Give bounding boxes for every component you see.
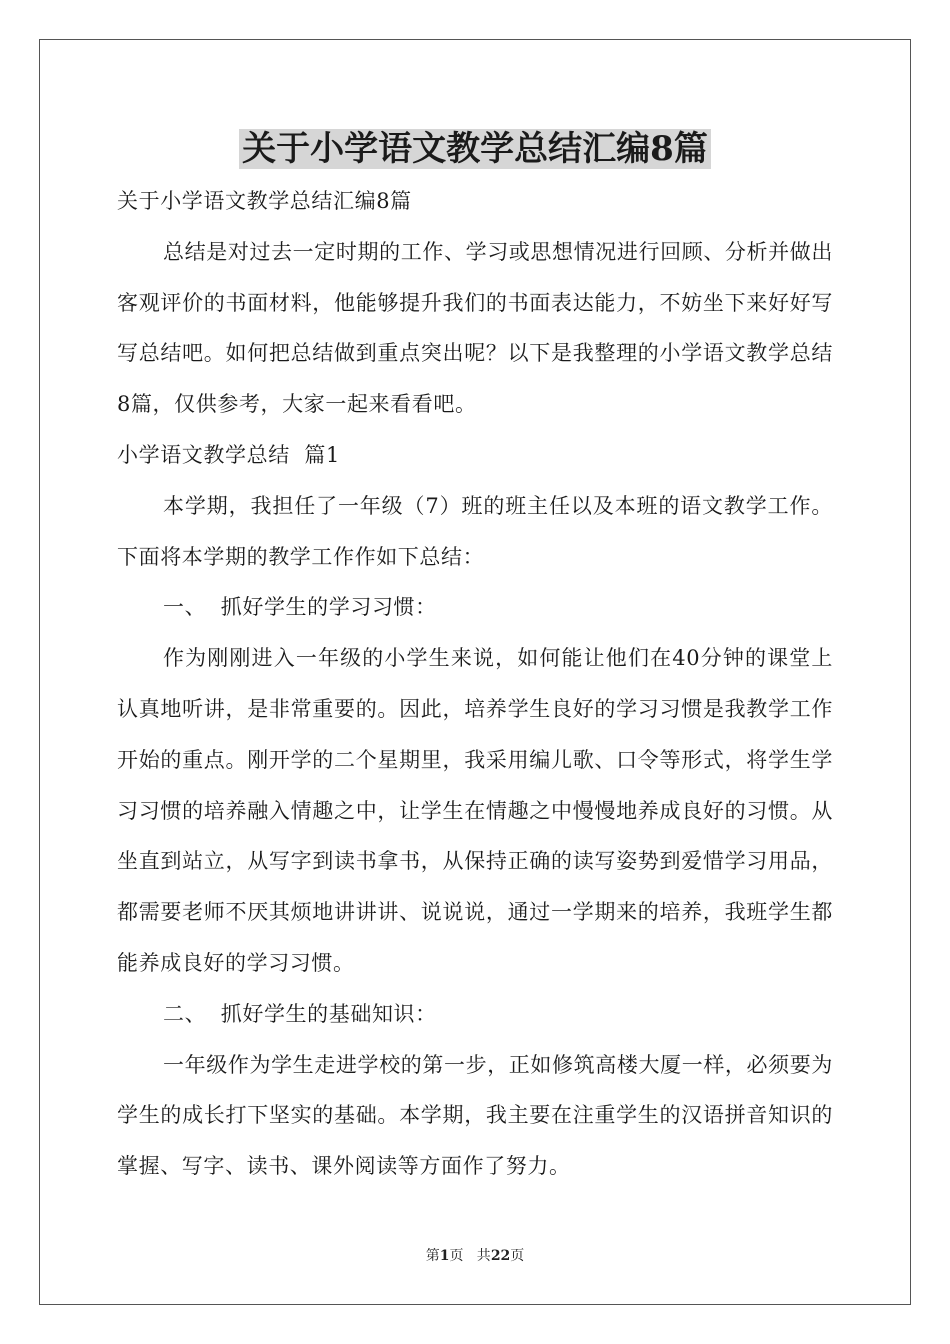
- paragraph-2: 作为刚刚进入一年级的小学生来说，如何能让他们在40分钟的课堂上认真地听讲，是非常重要的。因此，培养学生良好的学习习惯是我教学工作开始的重点。刚开学的二个星期里，我采用编儿歌、口令等形式，将学生学习习惯的培养融入情趣之中，让学生在情趣之中慢慢地养成良好的习惯。从坐直到站立，从写字到读书拿书，从保持正确的读写姿势到爱惜学习用品，都需要老师不厌其烦地讲讲讲、说说说，通过一学期来的培养，我班学生都能养成良好的学习习惯。: [117, 646, 833, 975]
- section-heading: 小学语文教学总结 篇1: [117, 442, 340, 467]
- paragraph-1: 本学期，我担任了一年级（7）班的班主任以及本班的语文教学工作。下面将本学期的教学工作作如下总结：: [117, 493, 833, 569]
- document-title-text: 关于小学语文教学总结汇编8篇: [239, 129, 711, 169]
- document-subtitle: 关于小学语文教学总结汇编8篇: [117, 189, 412, 213]
- document-body: [117, 176, 833, 1192]
- footer-page-suffix: 页: [510, 1248, 525, 1264]
- paragraph-3: 一年级作为学生走进学校的第一步，正如修筑高楼大厦一样，必须要为学生的成长打下坚实的基础。本学期，我主要在注重学生的汉语拼音知识的掌握、写字、读书、课外阅读等方面作了努力。: [117, 1052, 833, 1179]
- footer-page-middle: 页 共: [449, 1248, 491, 1264]
- page-footer: [0, 1246, 950, 1266]
- intro-paragraph: 总结是对过去一定时期的工作、学习或思想情况进行回顾、分析并做出客观评价的书面材料，他能够提升我们的书面表达能力，不妨坐下来好好写写总结吧。如何把总结做到重点突出呢？以下是我整理的小学语文教学总结8篇，仅供参考，大家一起来看看吧。: [117, 239, 833, 417]
- point-1-heading: 一、 抓好学生的学习习惯：: [163, 595, 437, 620]
- point-2-heading: 二、 抓好学生的基础知识：: [163, 1001, 437, 1026]
- footer-page-total: 22: [490, 1248, 511, 1264]
- document-title: [0, 124, 950, 174]
- footer-page-current: 1: [439, 1248, 450, 1264]
- footer-page-prefix: 第: [425, 1248, 440, 1264]
